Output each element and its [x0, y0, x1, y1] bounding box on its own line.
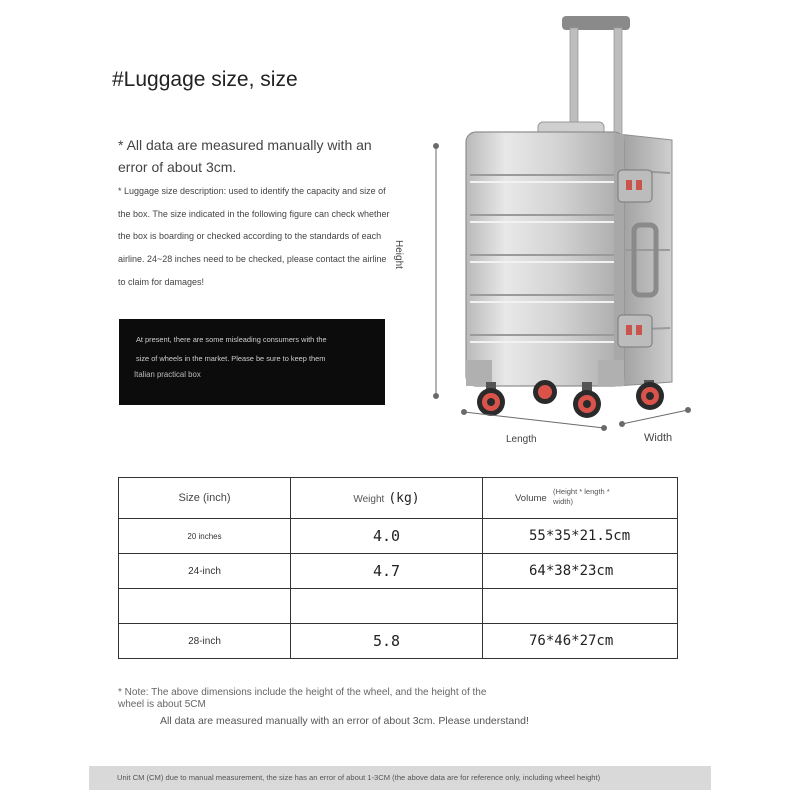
footer-text: Unit CM (CM) due to manual measurement, the size has an error of about 1-3CM (the above data are for reference only, including wheel height) — [117, 773, 601, 782]
header-volume-sub: (Height * length * width) — [553, 487, 610, 506]
cell-volume — [483, 589, 678, 624]
page-title: #Luggage size, size — [112, 68, 298, 91]
warning-line-2: size of wheels in the market. Please be sure to keep them — [136, 354, 326, 363]
cell-volume: 55*35*21.5cm — [483, 519, 678, 554]
cell-weight: 4.7 — [291, 554, 483, 589]
suitcase-front — [466, 132, 624, 386]
table-header-row — [119, 478, 678, 519]
cell-volume: 64*38*23cm — [483, 554, 678, 589]
cell-size — [119, 589, 291, 624]
height-label: Height — [393, 240, 404, 269]
warning-banner — [119, 319, 385, 405]
header-weight — [291, 478, 483, 519]
wheel-icon — [477, 382, 505, 416]
cell-size: 24-inch — [119, 554, 291, 589]
lock-icon — [618, 170, 652, 202]
brand-overlay-text: Italian practical box — [134, 370, 201, 379]
length-label: Length — [506, 434, 537, 445]
size-spec-table — [118, 477, 678, 659]
footer-bar — [89, 766, 711, 790]
cell-weight — [291, 589, 483, 624]
wheel-icon — [533, 380, 557, 404]
size-description: * Luggage size description: used to identify the capacity and size of the box. The size indicated in the following figure can check whether the box is boarding or checked according to the standards of each airline. 24~28 inches need to be checked, please contact the airline to claim for damages! — [118, 186, 390, 287]
table-row — [119, 624, 678, 659]
cell-size: 28-inch — [119, 624, 291, 659]
header-weight-label: Weight — [353, 493, 385, 505]
header-volume-label: Volume — [515, 493, 547, 504]
height-dimension-line — [434, 144, 439, 399]
lock-icon — [618, 315, 652, 347]
suitcase-illustration — [400, 10, 720, 450]
width-dimension-line — [620, 408, 691, 427]
header-volume — [483, 478, 678, 519]
wheel-icon — [573, 382, 601, 418]
cell-weight: 5.8 — [291, 624, 483, 659]
table-row — [119, 589, 678, 624]
cell-volume: 76*46*27cm — [483, 624, 678, 659]
cell-size: 20 inches — [119, 519, 291, 554]
apology-note: All data are measured manually with an error of about 3cm. Please understand! — [160, 715, 529, 727]
cell-weight: 4.0 — [291, 519, 483, 554]
warning-line-1: At present, there are some misleading consumers with the — [136, 335, 327, 344]
table-row — [119, 519, 678, 554]
header-weight-unit: (kg) — [388, 490, 420, 506]
header-size: Size (inch) — [119, 478, 291, 519]
table-row — [119, 554, 678, 589]
width-label: Width — [644, 432, 673, 444]
telescopic-handle — [562, 16, 630, 140]
measurement-note: * All data are measured manually with an error of about 3cm. — [118, 137, 372, 175]
wheel-height-note: * Note: The above dimensions include the height of the wheel, and the height of the wheel is about 5CM — [118, 687, 487, 710]
